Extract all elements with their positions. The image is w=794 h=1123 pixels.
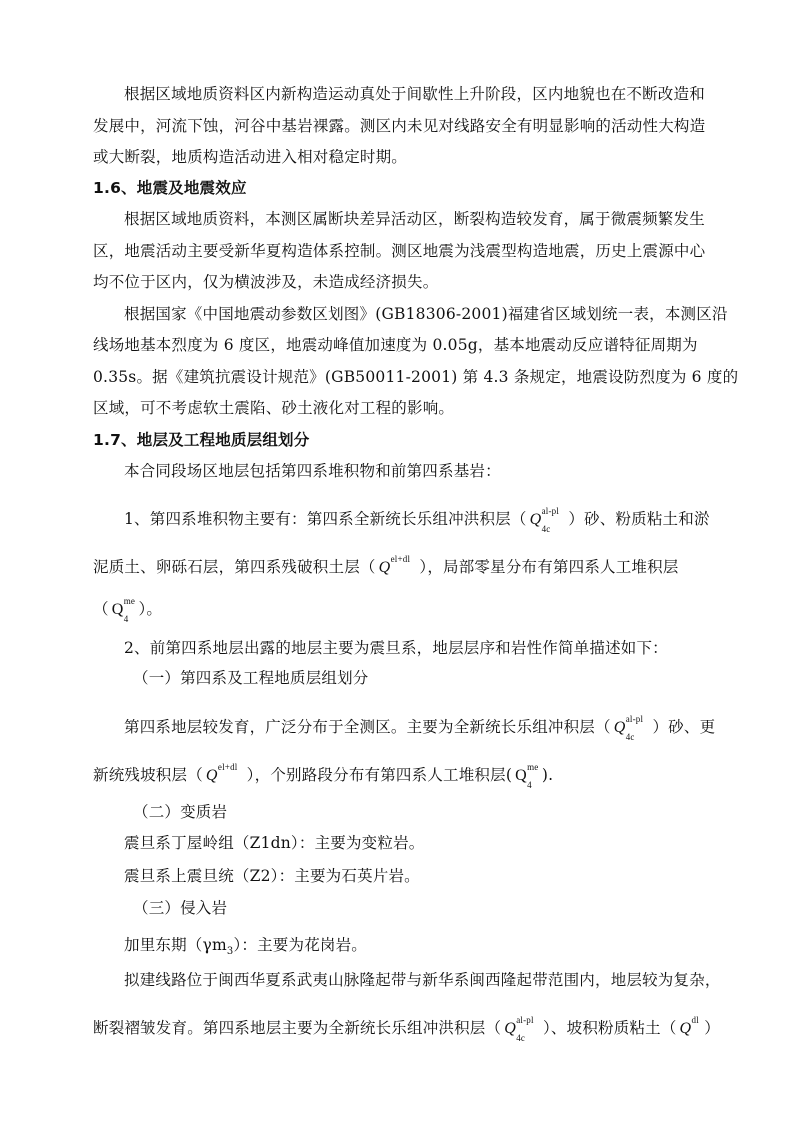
text-run: ）。 xyxy=(138,600,163,618)
text-run: （ xyxy=(93,600,109,618)
text-run: ），局部零星分布有第四系人工堆积层 xyxy=(419,558,679,576)
text-run: 第四系地层较发育，广泛分布于全测区。主要为全新统长乐组冲积层（ xyxy=(124,718,611,736)
section-heading-1-7: 1.7、地层及工程地质层组划分 xyxy=(93,431,310,449)
stratum-symbol: Q al-pl 4c xyxy=(504,1015,534,1043)
text-run: ）：主要为花岗岩。 xyxy=(233,936,368,954)
stratum-symbol: Q al-pl 4c xyxy=(529,506,560,534)
stratum-symbol: Q el+dl xyxy=(205,762,238,784)
text-run: ），个别路段分布有第四系人工堆积层( xyxy=(246,766,513,784)
paragraph-line: 根据区域地质资料，本测区属断块差异活动区，断裂构造较发育，属于微震频繁发生 xyxy=(124,210,705,228)
paragraph-line xyxy=(93,762,733,790)
text-run: 新统残坡积层（ xyxy=(93,766,203,784)
subscript: 3 xyxy=(226,946,234,958)
paragraph-line xyxy=(93,596,733,624)
paragraph-line xyxy=(93,1015,733,1043)
paragraph-line: 线场地基本烈度为 6 度区，地震动峰值加速度为 0.05g，基本地震动反应谱特征周期为 xyxy=(93,336,698,354)
paragraph-line: 区域，可不考虑软土震陷、砂土液化对工程的影响。 xyxy=(93,399,455,417)
stratum-symbol: Q me 4 xyxy=(111,596,136,624)
paragraph-line: 均不位于区内，仅为横波涉及，未造成经济损失。 xyxy=(93,273,439,291)
paragraph-line xyxy=(93,554,733,578)
paragraph-line: 2、前第四系地层出露的地层主要为震旦系，地层层序和岩性作简单描述如下： xyxy=(124,639,668,657)
paragraph-line xyxy=(93,714,764,742)
text-run: 泥质土、卵砾石层，第四系残破积土层（ xyxy=(93,558,376,576)
paragraph-line: 或大断裂，地质构造活动进入相对稳定时期。 xyxy=(93,148,408,166)
text-run: ）砂、更 xyxy=(652,718,716,736)
text-run: 加里东期（ xyxy=(124,936,203,954)
paragraph-line: 本合同段场区地层包括第四系堆积物和前第四系基岩： xyxy=(124,462,501,480)
paragraph-line: 根据国家《中国地震动参数区划图》(GB18306-2001)福建省区域划统一表，本测区沿 xyxy=(124,305,728,323)
greek-symbol: γm xyxy=(202,936,227,954)
paragraph-line: 震旦系丁屋岭组（Z1dn）：主要为变粒岩。 xyxy=(124,834,425,852)
subsection-heading: （一）第四系及工程地质层组划分 xyxy=(133,669,369,687)
text-run: ）、坡积粉质粘土（ xyxy=(542,1019,677,1037)
section-heading-1-6: 1.6、地震及地震效应 xyxy=(93,179,247,197)
paragraph-line: 拟建线路位于闽西华夏系武夷山脉隆起带与新华系闽西隆起带范围内，地层较为复杂， xyxy=(124,971,721,989)
stratum-symbol: Q me 4 xyxy=(515,762,539,790)
stratum-symbol: Q dl xyxy=(679,1015,699,1037)
subsection-heading: （三）侵入岩 xyxy=(133,899,228,917)
text-run: ). xyxy=(541,766,554,784)
stratum-symbol: Q el+dl xyxy=(378,554,411,576)
text-run: ） xyxy=(704,1019,720,1037)
text-run: 1、第四系堆积物主要有：第四系全新统长乐组冲洪积层（ xyxy=(124,510,527,528)
paragraph-line xyxy=(93,506,764,534)
stratum-symbol: Q al-pl 4c xyxy=(613,714,644,742)
text-run: 断裂褶皱发育。第四系地层主要为全新统长乐组冲洪积层（ xyxy=(93,1019,502,1037)
paragraph-line: 震旦系上震旦统（Z2）：主要为石英片岩。 xyxy=(124,867,420,885)
subsection-heading: （二）变质岩 xyxy=(133,803,228,821)
text-run: ）砂、粉质粘土和淤 xyxy=(568,510,710,528)
paragraph-line: 根据区域地质资料区内新构造运动真处于间歇性上升阶段，区内地貌也在不断改造和 xyxy=(124,85,705,103)
paragraph-line xyxy=(93,935,764,962)
paragraph-line: 0.35s。据《建筑抗震设计规范》(GB50011-2001) 第 4.3 条规定，地震设防烈度为 6 度的 xyxy=(93,368,739,386)
paragraph-line: 发展中，河流下蚀，河谷中基岩裸露。测区内未见对线路安全有明显影响的活动性大构造 xyxy=(93,117,706,135)
paragraph-line: 区，地震活动主要受新华夏构造体系控制。测区地震为浅震型构造地震，历史上震源中心 xyxy=(93,242,706,260)
